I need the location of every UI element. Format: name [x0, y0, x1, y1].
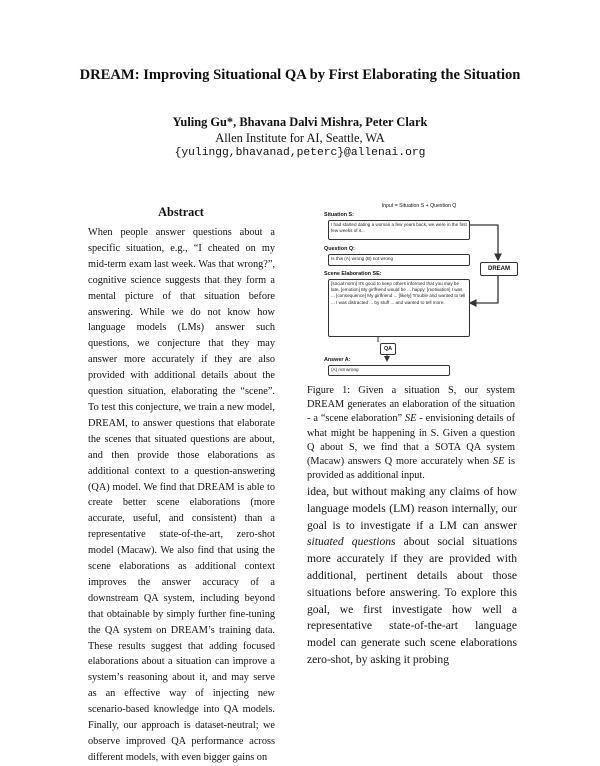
situation-label: Situation S: [324, 212, 354, 218]
paper-title: DREAM: Improving Situational QA by First Elaborating the Situation [79, 67, 521, 83]
qa-box: QA [380, 343, 396, 355]
figure-caption [307, 384, 515, 483]
situation-box [328, 220, 470, 240]
abstract-heading: Abstract [158, 205, 204, 219]
answer-text: (A) not wrong [331, 367, 359, 372]
abstract-body: When people answer questions about a specific situation, e.g., “I cheated on my mid-term exam last week. Was that wrong?”, cognitive science suggests that they form a mental picture of that situation before answering. While we do not know how language models (LMs) answer such questions, we conjecture that they may answer more accurately if they are also provided with additional details about the question situation, elaborating the “scene”. To test this conjecture, we train a new model, DREAM, to answer questions that elaborate the scenes that situated questions are about, and then provide those elaborations as additional context to a question-answering (QA) model. We find that DREAM is able to create better scene elaborations (more accurate, useful, and consistent) than a representative state-of-the-art, zero-shot model (Macaw). We also find that using the scene elaborations as additional context improves the answer accuracy of a downstream QA system, including beyond that obtainable by simply further fine-tuning the QA system on DREAM’s training data. These results suggest that adding focused elaborations about a situation can improve a system’s reasoning about it, and may serve as an effective way of injecting new scenario-based knowledge into QA models. Finally, our approach is dataset-neutral; we observe improved QA performance across different models, with even bigger gains on [88, 227, 275, 763]
scene-label: Scene Elaboration SE: [324, 271, 382, 277]
answer-label: Answer A: [324, 357, 351, 363]
question-text: Is this (A) wrong (B) not wrong [331, 256, 394, 261]
dream-box: DREAM [480, 262, 518, 276]
question-label: Question Q: [324, 246, 355, 252]
scene-text: [social norm] It's good to keep others informed that you may be late. [emotion] My girlfriend would be ... happy. [motivation] I was ... [consequence] My girlfriend ... [likely] Trouble and wanted to tell ... I was distracted ... by stuff ... and wanted to tell more. [331, 281, 466, 305]
body-text-b: about social situations more accurately if they are provided with additional, pertinent details about those situations before answering. To explore this goal, we first investigate how well a representative state-of-the-art language model can generate such scene elaborations zero-shot, by asking it probing [307, 535, 517, 666]
situation-text: I had started dating a woman a few years back, we were in the first few weeks of it... [331, 222, 467, 234]
answer-box [328, 365, 450, 376]
paper-affiliation: Allen Institute for AI, Seattle, WA [215, 131, 385, 145]
paper-email: {yulingg,bhavanad,peterc}@allenai.org [174, 147, 426, 159]
body-paragraph [307, 484, 517, 669]
caption-se-1: SE [404, 413, 417, 425]
figure-1 [320, 203, 520, 375]
caption-se-2: SE [492, 456, 505, 468]
body-text-a: idea, but without making any claims of how language models (LM) reason internally, our goal is to investigate if a LM can answer [307, 485, 517, 532]
caption-middle: - envisioning details of what might be happening in S. Given a question Q about S, we find that a SOTA QA system (Macaw) answers Q more accurately when [307, 413, 516, 468]
caption-suffix: is provided as additional input. [307, 456, 515, 482]
question-box [328, 254, 470, 266]
paper-authors: Yuling Gu*, Bhavana Dalvi Mishra, Peter Clark [172, 115, 428, 129]
arrow-to-dream [470, 225, 498, 260]
body-emphasis: situated questions [307, 535, 396, 549]
figure-input-label: Input = Situation S + Question Q [381, 203, 457, 209]
arrow-from-dream [470, 275, 498, 303]
scene-box [328, 279, 470, 337]
caption-prefix: Figure 1: Given a situation S, our system DREAM generates an elaboration of the situation - a “scene elaboration” [307, 385, 515, 425]
